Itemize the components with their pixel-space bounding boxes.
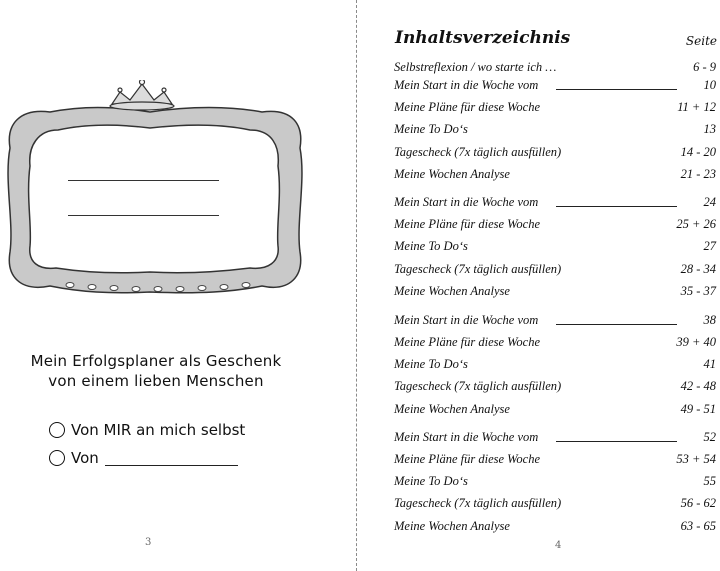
toc-entry [394,357,719,375]
week-date-blank[interactable] [556,195,677,207]
gift-title-line-1: Mein Erfolgsplaner als Geschenk [30,352,282,370]
week-date-blank-wrap[interactable] [554,313,677,329]
toc-entry [394,402,719,420]
toc-entry [394,430,719,448]
toc-entry-pages: 63 - 65 [680,519,716,533]
week-date-blank[interactable] [556,430,677,442]
toc-entry [394,60,719,78]
toc-entry-label: Meine Pläne für diese Woche [394,217,541,231]
toc-entry-pages: 42 - 48 [680,379,716,393]
name-line-1[interactable] [68,180,219,181]
toc-entry [394,335,719,353]
toc-entry [394,217,719,235]
toc-entry [394,519,719,537]
toc-entry [394,496,719,514]
toc-page-header: Seite [685,34,717,48]
toc-entry-label: Tagescheck (7x täglich ausfüllen) [394,262,562,276]
toc-entry-pages: 52 [703,430,716,444]
toc-entry [394,195,719,213]
toc-entry [394,284,719,302]
toc-entry-label: Tagescheck (7x täglich ausfüllen) [394,145,562,159]
toc-entry-label: Meine Wochen Analyse [394,519,510,533]
toc-entry-label: Meine To Do‘s [394,122,468,136]
page-divider [356,0,357,571]
toc-title: Inhaltsverzeichnis [395,28,571,48]
week-date-blank-wrap[interactable] [554,430,677,446]
toc-entry-pages: 49 - 51 [680,402,716,416]
toc-entry-pages: 24 [703,195,716,209]
toc-entry [394,474,719,492]
radio-circle-icon[interactable] [49,450,65,466]
toc-entry-label: Tagescheck (7x täglich ausfüllen) [394,496,562,510]
from-name-line[interactable] [105,451,238,466]
toc-entry-label: Meine Pläne für diese Woche [394,452,541,466]
toc-entry-pages: 55 [703,474,716,488]
toc-entry-label: Mein Start in die Woche vom [394,313,539,327]
toc-entry-label: Meine To Do‘s [394,357,468,371]
toc-entry [394,167,719,185]
toc-entry-label: Meine Wochen Analyse [394,167,510,181]
toc-entry-label: Selbstreflexion / wo starte ich … [394,60,557,74]
crown-frame-icon [0,80,312,305]
toc-entry-pages: 28 - 34 [680,262,716,276]
toc-entry-label: Mein Start in die Woche vom [394,195,539,209]
toc-entry-pages: 10 [703,78,716,92]
toc-entry-pages: 27 [703,239,716,253]
option-from-label: Von [71,449,99,467]
toc-entry-pages: 11 + 12 [677,100,716,114]
page-number-left: 3 [145,537,152,548]
option-from[interactable] [49,447,238,469]
gift-title-line-2: von einem lieben Menschen [48,372,264,390]
toc-entry [394,122,719,140]
radio-circle-icon[interactable] [49,422,65,438]
name-line-2[interactable] [68,215,219,216]
toc-entry [394,313,719,331]
toc-entry [394,239,719,257]
toc-entry [394,262,719,280]
toc-entry [394,100,719,118]
toc-entry-label: Meine To Do‘s [394,474,468,488]
toc-entry-label: Mein Start in die Woche vom [394,78,539,92]
toc-entry-pages: 38 [703,313,716,327]
toc-entry-label: Tagescheck (7x täglich ausfüllen) [394,379,562,393]
toc-entry-label: Meine Pläne für diese Woche [394,100,541,114]
toc-entry-label: Mein Start in die Woche vom [394,430,539,444]
toc-entry [394,452,719,470]
toc-entry-label: Meine Wochen Analyse [394,402,510,416]
toc-entry-pages: 13 [703,122,716,136]
week-date-blank-wrap[interactable] [554,195,677,211]
toc-entry-pages: 39 + 40 [676,335,716,349]
toc-entry-label: Meine Wochen Analyse [394,284,510,298]
toc-entry-label: Meine Pläne für diese Woche [394,335,541,349]
toc-entry [394,78,719,96]
toc-entry-label: Meine To Do‘s [394,239,468,253]
toc-entry-pages: 41 [703,357,716,371]
toc-entry-pages: 35 - 37 [680,284,716,298]
week-date-blank-wrap[interactable] [554,78,677,94]
week-date-blank[interactable] [556,313,677,325]
toc-entry-pages: 21 - 23 [680,167,716,181]
option-self-label: Von MIR an mich selbst [71,421,246,439]
toc-entry [394,379,719,397]
toc-entry-pages: 56 - 62 [680,496,716,510]
toc-entry-pages: 53 + 54 [676,452,716,466]
toc-entry-pages: 25 + 26 [676,217,716,231]
week-date-blank[interactable] [556,78,677,90]
toc-entry [394,145,719,163]
option-self[interactable] [49,419,245,441]
toc-entry-pages: 14 - 20 [680,145,716,159]
toc-entry-pages: 6 - 9 [693,60,716,74]
left-page [0,0,356,571]
page-number-right: 4 [555,540,562,551]
